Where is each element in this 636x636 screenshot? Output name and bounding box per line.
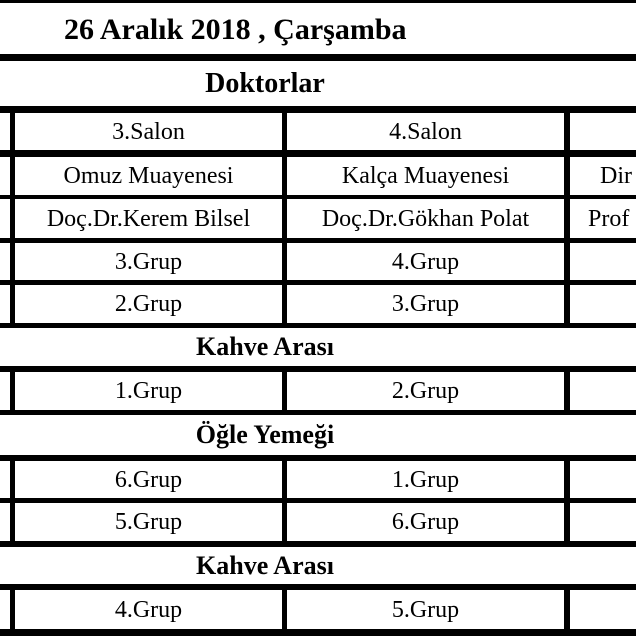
rule xyxy=(0,106,636,113)
doctors-heading: Doktorlar xyxy=(205,68,325,99)
column-rule xyxy=(564,368,570,415)
group-cell: 1.Grup xyxy=(114,378,183,404)
rule xyxy=(0,0,636,3)
group-cell: 2.Grup xyxy=(114,291,183,317)
lunch-label: Öğle Yemeği xyxy=(195,420,335,449)
coffee-break-label: Kahve Arası xyxy=(196,332,334,361)
group-cell: 4.Grup xyxy=(391,248,460,275)
group-cell: 2.Grup xyxy=(391,378,460,404)
group-cell: 5.Grup xyxy=(114,509,183,535)
exam-cell: Dir xyxy=(600,163,632,189)
coffee-break-label: Kahve Arası xyxy=(196,550,334,580)
group-cell: 5.Grup xyxy=(391,596,460,623)
exam-cell: Kalça Muayenesi xyxy=(341,163,510,189)
date-title: 26 Aralık 2018 , Çarşamba xyxy=(64,13,407,46)
doctor-cell: Doç.Dr.Kerem Bilsel xyxy=(46,205,251,232)
salon-cell: 3.Salon xyxy=(112,119,185,145)
column-rule xyxy=(564,457,570,547)
salon-cell xyxy=(570,113,636,151)
exam-cell: Omuz Muayenesi xyxy=(63,163,234,189)
group-cell: 3.Grup xyxy=(391,291,460,317)
salon-cell: 4.Salon xyxy=(389,119,462,145)
group-cell: 6.Grup xyxy=(391,509,460,535)
group-cell: 3.Grup xyxy=(114,248,183,275)
group-cell: 4.Grup xyxy=(114,596,183,623)
rule xyxy=(0,150,636,157)
rule xyxy=(0,54,636,61)
group-cell: 6.Grup xyxy=(114,466,183,493)
doctor-cell: Doç.Dr.Gökhan Polat xyxy=(321,205,530,232)
doctor-cell: Prof xyxy=(588,205,630,232)
group-cell: 1.Grup xyxy=(391,466,460,493)
column-rule xyxy=(564,586,570,636)
rule xyxy=(0,629,636,636)
